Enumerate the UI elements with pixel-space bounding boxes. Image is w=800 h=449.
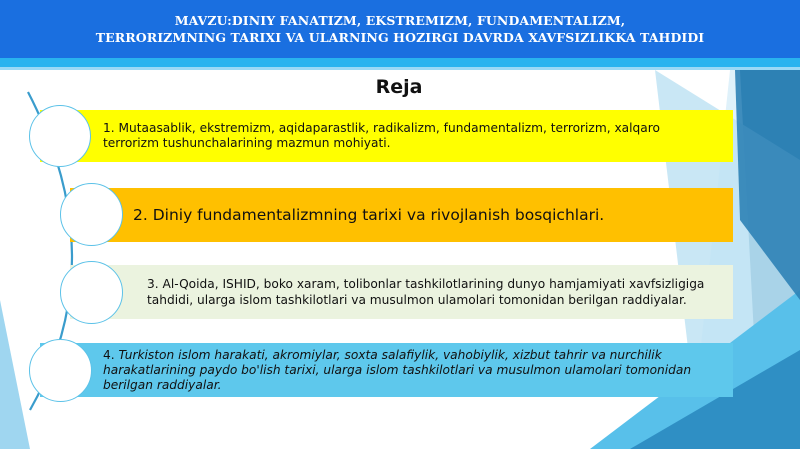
plan-item-2: [70, 188, 733, 242]
plan-item-1-circle: [29, 105, 91, 167]
plan-title: Reja: [375, 76, 423, 98]
slide-title-line1: MAVZU:DINIY FANATIZM, EKSTREMIZM, FUNDAMENTALIZM,: [174, 13, 626, 28]
plan-item-4-circle: [29, 339, 92, 402]
plan-item-3-text: 3. Al-Qoida, ISHID, boko xaram, tolibonlar tashkilotlarining dunyo hamjamiyati xavfsizligiga tahdidi, ularga islom tashkilotlari va musulmon ulamolari tomonidan berilgan raddiyalar.: [147, 277, 705, 307]
plan-item-3: [70, 265, 733, 319]
plan-item-2-circle: [60, 183, 123, 246]
plan-item-1-text: 1. Mutaasablik, ekstremizm, aqidaparastlik, radikalizm, fundamentalizm, terrorizm, xalqaro terrorizm tushunchalarining mazmun mohiyati.: [103, 121, 660, 150]
header-stripe: [0, 58, 800, 67]
plan-item-2-text: 2. Diniy fundamentalizmning tarixi va rivojlanish bosqichlari.: [133, 205, 605, 224]
plan-item-4-text: 4. Turkiston islom harakati, akromiylar, soxta salafiylik, vahobiylik, xizbut tahrir va nurchilik harakatlarining paydo bo'lish tarixi, ularga islom tashkilotlari va musulmon ulamolari tomonidan berilgan raddiyalar.: [103, 347, 692, 392]
slide-title: [96, 12, 705, 46]
slide-title-line2: TERRORIZMNING TARIXI VA ULARNING HOZIRGI DAVRDA XAVFSIZLIKKA TAHDIDI: [95, 30, 705, 45]
plan-item-3-circle: [60, 261, 123, 324]
slide-header: [0, 0, 800, 58]
plan-item-1: [40, 110, 733, 162]
plan-item-4: [40, 343, 733, 397]
